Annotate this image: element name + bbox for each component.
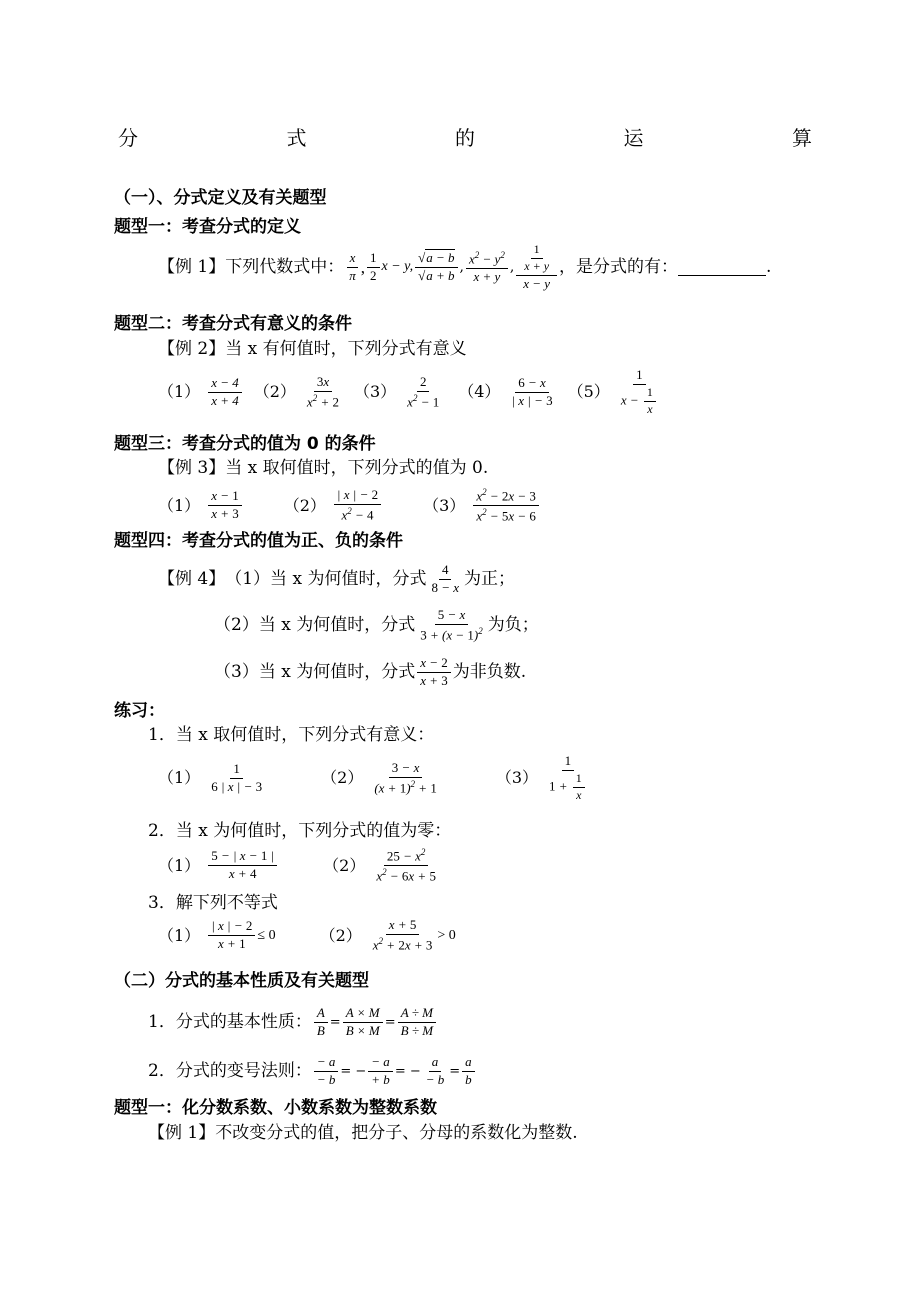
sec2-example-1-line [148, 1125, 578, 1142]
item-label: （2） [323, 855, 366, 875]
example-3-items [158, 487, 541, 525]
example-4-line-2 [214, 608, 539, 643]
fraction: $\frac{x + 5}{x^2 + 2x + 3}$ [372, 917, 433, 953]
example-4-line-1 [158, 563, 515, 596]
fraction: $\frac{4}{8 - x}$ [431, 562, 459, 595]
item-label: （5） [567, 382, 610, 402]
fraction: $\frac{6 - x}{| x | - 3}$ [511, 374, 553, 408]
sec2-example-1-text: 不改变分式的值，把分子、分母的系数化为整数. [215, 1123, 578, 1143]
section-2-heading: （二）分式的基本性质及有关题型 [114, 971, 369, 991]
title-char: 的 [455, 126, 475, 150]
fraction: 1 x − $\frac{1}{x}$ [618, 368, 661, 417]
practice-q3: 3．解下列不等式 [148, 893, 278, 913]
example-1-tail: ，是分式的有： [559, 256, 679, 277]
line-pre: （2）当 x 为何值时，分式 [214, 615, 416, 636]
item-label: （1） [158, 855, 201, 875]
practice-q1: 1．当 x 取何值时，下列分式有意义： [148, 725, 435, 745]
type-4-heading: 题型四：考查分式的值为正、负的条件 [114, 531, 403, 551]
fraction: $\frac{1}{6 | x | - 3}$ [211, 760, 263, 794]
title-char: 算 [792, 126, 812, 150]
item-label: （3） [353, 382, 397, 402]
example-2-text: 当 x 有何值时，下列分式有意义 [225, 339, 467, 359]
fraction: $\frac{- a}{- b}$ [314, 1055, 339, 1088]
fraction: $\frac{3x}{x^2 + 2}$ [306, 373, 339, 409]
expr-sqrt-ratio: $\frac{√a - b}{√a + b}$ [415, 251, 457, 284]
sec2-type-1-heading: 题型一：化分数系数、小数系数为整数系数 [114, 1098, 437, 1118]
section-1-heading: （一）、分式定义及有关题型 [114, 188, 327, 208]
answer-blank[interactable] [678, 259, 766, 276]
item-label: （1） [158, 382, 201, 402]
practice-heading: 练习： [114, 701, 165, 721]
page-title [118, 128, 812, 148]
fraction: $\frac{3 - x}{(x + 1)^2 + 1}$ [374, 759, 437, 795]
title-char: 运 [623, 126, 644, 150]
basic-property-line: 1．分式的基本性质： $\frac{A}{B}$ = $\frac{A \times M}{B \times M}$ = $\frac{A \div M}{B \div M}$ [148, 1006, 438, 1039]
type-2-heading: 题型二：考查分式有意义的条件 [114, 314, 352, 334]
sec2-example-1-label: 【例 1】 [148, 1123, 216, 1143]
fraction: $\frac{25 - x^2}{x^2 - 6x + 5}$ [376, 847, 436, 884]
example-1-text: 下列代数式中： [225, 256, 345, 277]
example-1-line: 【例 1】 下列代数式中： $\frac{x}{\pi}$ , $\frac{1}{2}$ x − y, $\frac{√a - b}{√a + b}$ , $\frac{x^2 - y^2}{x + y}$ , $\frac{\frac{1}{x + y}}{x - y}$ ，是分式的有： . [158, 242, 772, 291]
fraction: $\frac{x - 4}{x + 4}$ [208, 376, 242, 409]
line-post: 为正； [464, 568, 515, 589]
item-label: （3） [495, 768, 539, 788]
item-label: （2） [321, 768, 364, 788]
item-label: （2） [253, 382, 296, 402]
expr-diff-squares: $\frac{x^2 - y^2}{x + y}$ [466, 250, 508, 285]
practice-q1-items [158, 754, 592, 803]
example-3-line [158, 460, 488, 477]
fraction: 1 1 + $\frac{1}{x}$ [546, 754, 590, 803]
fraction: $\frac{5 - x}{3 + (x - 1)^2}$ [420, 607, 483, 643]
fraction: $\frac{5 - | x - 1 |}{x + 4}$ [208, 849, 277, 882]
fraction: $\frac{A}{B}$ [314, 1006, 328, 1039]
example-1-end: . [766, 256, 772, 277]
line-pre: （1）当 x 为何值时，分式 [225, 568, 427, 589]
fraction: $\frac{x - 2}{x + 3}$ [417, 656, 451, 689]
item-label: （1） [158, 925, 201, 945]
fraction: $\frac{2}{x^2 - 1}$ [407, 373, 440, 409]
expr-complex: $\frac{\frac{1}{x + y}}{x - y}$ [516, 243, 557, 292]
item-label: （1） [158, 495, 201, 515]
example-3-text: 当 x 取何值时，下列分式的值为 0. [225, 458, 489, 478]
fraction: $\frac{x^2 - 2x - 3}{x^2 - 5x - 6}$ [473, 487, 539, 525]
line-post: 为负； [487, 615, 539, 636]
practice-q3-items: （1） $\frac{| x | - 2}{x + 1}$ ≤ 0 （2） $\frac{x + 5}{x^2 + 2x + 3}$ > 0 [158, 917, 456, 953]
item-label: （4） [458, 382, 501, 402]
basic-property-text: 1．分式的基本性质： [148, 1011, 312, 1032]
fraction: $\frac{A \times M}{B \times M}$ [343, 1006, 383, 1039]
practice-q2-items [158, 847, 441, 885]
title-char: 式 [286, 126, 307, 150]
fraction: $\frac{a}{b}$ [462, 1055, 475, 1088]
title-char: 分 [118, 126, 138, 150]
fraction: $\frac{| x | - 2}{x + 1}$ [208, 919, 255, 952]
fraction: $\frac{A \div M}{B \div M}$ [398, 1006, 436, 1039]
fraction: $\frac{x - 1}{x + 3}$ [208, 489, 242, 522]
line-post: 为非负数. [452, 661, 527, 682]
fraction: $\frac{a}{- b}$ [425, 1054, 445, 1087]
type-1-heading: 题型一：考查分式的定义 [114, 217, 301, 237]
line-pre: （3）当 x 为何值时，分式 [214, 661, 416, 682]
item-label: （1） [158, 768, 201, 788]
example-4-line-3 [214, 656, 526, 689]
example-2-label: 【例 2】 [158, 339, 226, 359]
example-3-label: 【例 3】 [158, 458, 226, 478]
example-2-items [158, 368, 663, 417]
item-label: （2） [319, 925, 362, 945]
expr-half: $\frac{1}{2}$ [367, 251, 380, 284]
sign-rule-line: 2．分式的变号法则： $\frac{- a}{- b}$ = − $\frac{- a}{+ b}$ = − $\frac{a}{- b}$ = $\frac{a}{b}$ [148, 1055, 477, 1088]
expr-x-over-pi: $\frac{x}{\pi}$ [346, 251, 359, 284]
sign-rule-text: 2．分式的变号法则： [148, 1060, 312, 1081]
fraction: $\frac{- a}{+ b}$ [368, 1055, 393, 1088]
fraction: $\frac{| x | - 2}{x^2 - 4}$ [334, 488, 381, 523]
item-label: （2） [283, 495, 326, 515]
item-label: （3） [423, 495, 466, 515]
practice-q2: 2．当 x 为何值时，下列分式的值为零： [148, 821, 452, 841]
example-2-line [158, 341, 467, 358]
example-4-label: 【例 4】 [158, 568, 226, 589]
type-3-heading: 题型三：考查分式的值为 0 的条件 [114, 434, 376, 454]
example-1-label: 【例 1】 [158, 256, 226, 277]
